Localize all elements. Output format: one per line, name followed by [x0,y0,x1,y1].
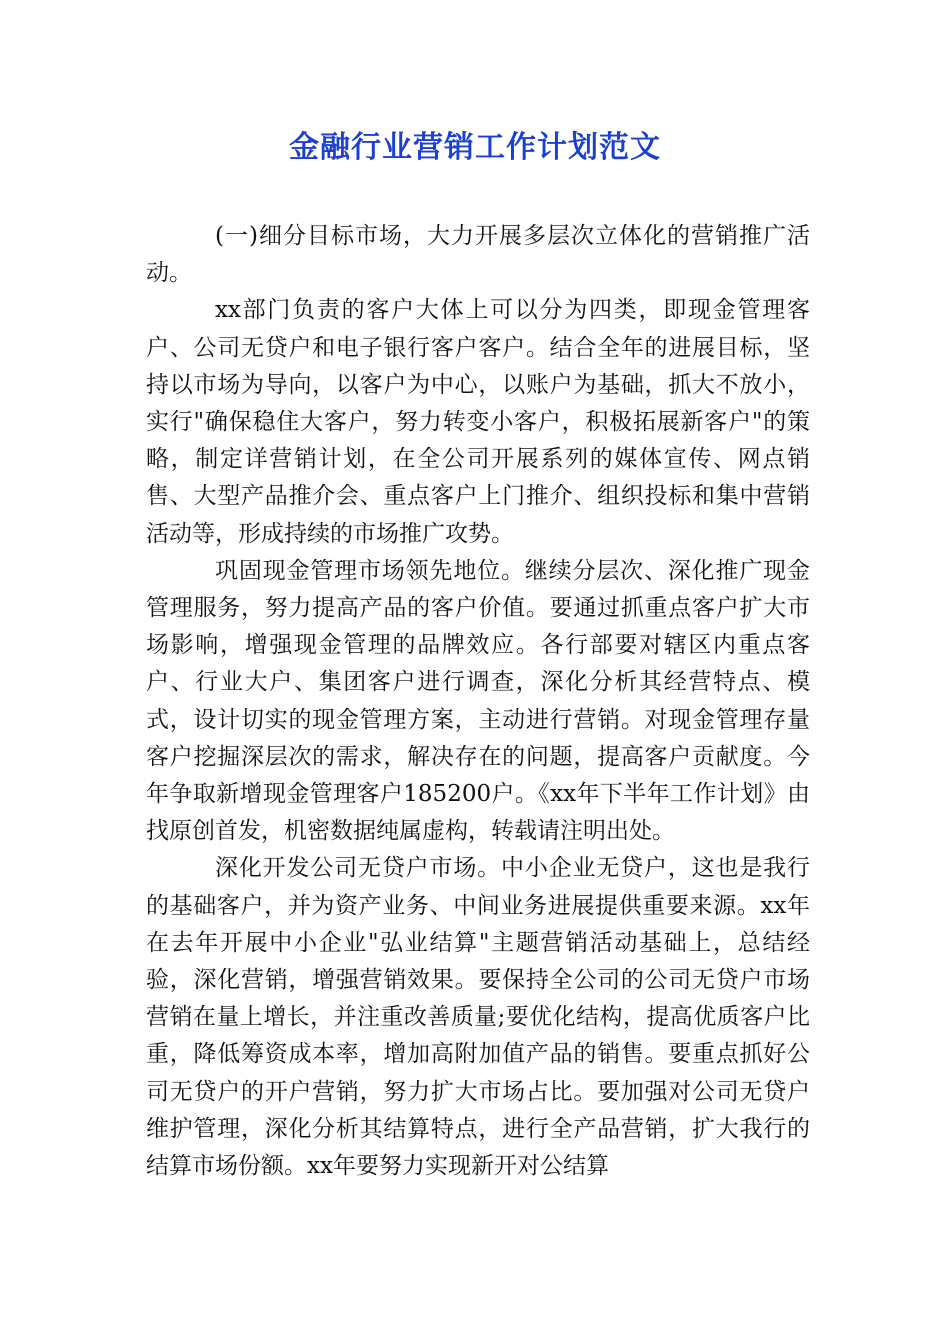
document-title: 金融行业营销工作计划范文 [289,130,661,165]
document-body [146,218,810,1185]
paragraph-2: xx部门负责的客户大体上可以分为四类，即现金管理客户、公司无贷户和电子银行客户客户。结合全年的进展目标，坚持以市场为导向，以客户为中心，以账户为基础，抓大不放小，实行"确保稳住大客户，努力转变小客户，积极拓展新客户"的策略，制定详营销计划，在全公司开展系列的媒体宣传、网点销售、大型产品推介会、重点客户上门推介、组织投标和集中营销活动等，形成持续的市场推广攻势。 [146,297,810,547]
paragraph-4: 深化开发公司无贷户市场。中小企业无贷户，这也是我行的基础客户，并为资产业务、中间业务进展提供重要来源。xx年在去年开展中小企业"弘业结算"主题营销活动基础上，总结经验，深化营销，增强营销效果。要保持全公司的公司无贷户市场营销在量上增长，并注重改善质量;要优化结构，提高优质客户比重，降低筹资成本率，增加高附加值产品的销售。要重点抓好公司无贷户的开户营销，努力扩大市场占比。要加强对公司无贷户维护管理，深化分析其结算特点，进行全产品营销，扩大我行的结算市场份额。xx年要努力实现新开对公结算 [146,855,810,1180]
paragraph-1: (一)细分目标市场，大力开展多层次立体化的营销推广活动。 [146,223,810,287]
paragraph-3: 巩固现金管理市场领先地位。继续分层次、深化推广现金管理服务，努力提高产品的客户价值。要通过抓重点客户扩大市场影响，增强现金管理的品牌效应。各行部要对辖区内重点客户、行业大户、集团客户进行调查，深化分析其经营特点、模式，设计切实的现金管理方案，主动进行营销。对现金管理存量客户挖掘深层次的需求，解决存在的问题，提高客户贡献度。今年争取新增现金管理客户185200户。《xx年下半年工作计划》由找原创首发，机密数据纯属虚构，转载请注明出处。 [146,557,810,845]
